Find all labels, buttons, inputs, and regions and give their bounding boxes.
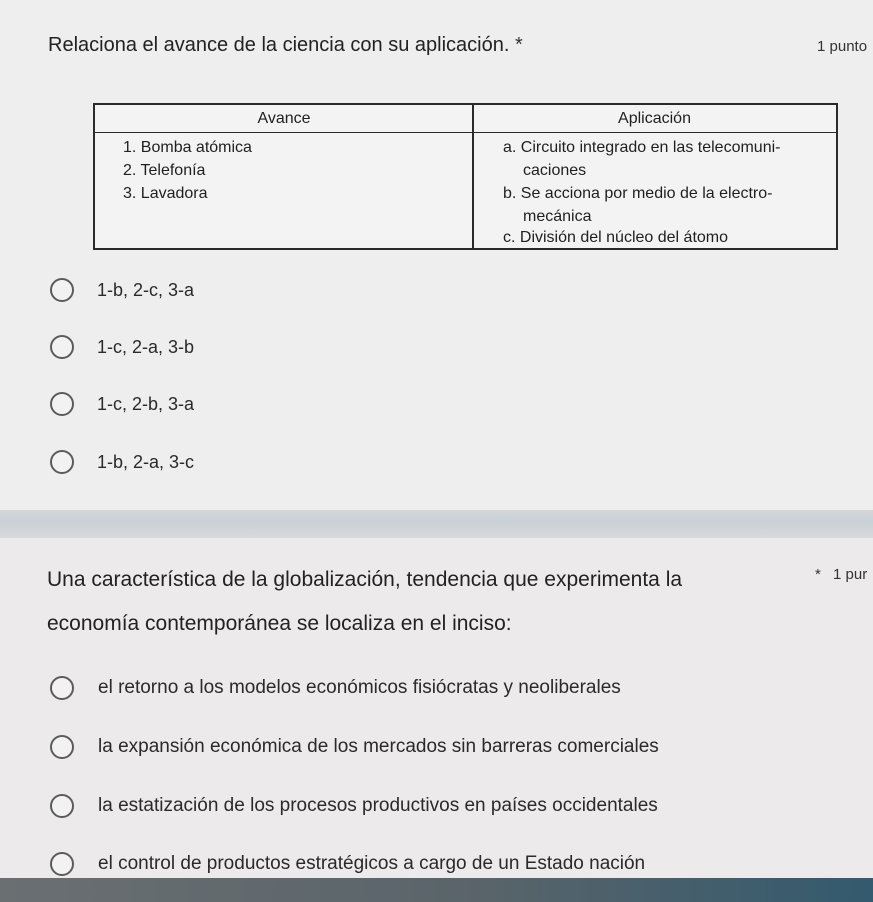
q1-option-label: 1-b, 2-c, 3-a <box>97 279 195 300</box>
q1-option-label: 1-c, 2-b, 3-a <box>97 393 195 414</box>
table-header-avance: Avance <box>95 105 473 133</box>
radio-button[interactable] <box>50 450 74 474</box>
q2-option-2[interactable] <box>50 735 659 759</box>
question-1-text: Relaciona el avance de la ciencia con su aplicación. <box>48 34 510 56</box>
table-right-item: c. División del núcleo del átomo <box>503 229 729 246</box>
q1-option-4[interactable] <box>50 450 194 474</box>
radio-button[interactable] <box>50 852 74 876</box>
table-right-item: mecánica <box>523 208 592 225</box>
q1-option-1[interactable] <box>50 278 194 302</box>
radio-button[interactable] <box>50 794 74 818</box>
required-asterisk: * <box>514 34 523 56</box>
question-2-points <box>815 566 867 583</box>
required-asterisk: * <box>815 566 821 583</box>
radio-button[interactable] <box>50 392 74 416</box>
q2-option-label: la expansión económica de los mercados sin barreras comerciales <box>98 736 659 757</box>
question-1-points: 1 punto <box>817 38 868 55</box>
q1-option-2[interactable] <box>50 335 194 359</box>
radio-button[interactable] <box>50 278 74 302</box>
question-1-title <box>48 34 523 57</box>
q2-option-label: el retorno a los modelos económicos fisiócratas y neoliberales <box>98 677 621 698</box>
table-left-item: 2. Telefonía <box>123 162 206 179</box>
q1-option-3[interactable] <box>50 392 194 416</box>
radio-button[interactable] <box>50 735 74 759</box>
question-card-2 <box>0 538 873 902</box>
table-column-divider <box>472 105 474 248</box>
radio-button[interactable] <box>50 335 74 359</box>
radio-button[interactable] <box>50 676 74 700</box>
card-separator <box>0 510 873 538</box>
q2-option-3[interactable] <box>50 794 658 818</box>
q2-option-label: el control de productos estratégicos a cargo de un Estado nación <box>98 853 646 874</box>
table-left-item: 3. Lavadora <box>123 185 208 202</box>
q1-option-label: 1-c, 2-a, 3-b <box>97 336 195 357</box>
q2-option-label: la estatización de los procesos productivos en países occidentales <box>98 795 658 816</box>
bottom-edge-bar <box>0 878 873 902</box>
table-left-item: 1. Bomba atómica <box>123 139 252 156</box>
table-right-item: caciones <box>523 162 587 179</box>
table-right-item: a. Circuito integrado en las telecomuni- <box>503 139 781 156</box>
q2-option-1[interactable] <box>50 676 621 700</box>
q2-option-4[interactable] <box>50 852 645 876</box>
question-2-points-text: 1 pur <box>833 566 868 583</box>
matching-table <box>93 103 838 250</box>
q1-option-label: 1-b, 2-a, 3-c <box>97 451 195 472</box>
table-right-item: b. Se acciona por medio de la electro- <box>503 185 773 202</box>
question-2-title-line-2: economía contemporánea se localiza en el inciso: <box>47 612 512 635</box>
table-header-aplicacion: Aplicación <box>473 105 836 133</box>
question-2-title-line-1: Una característica de la globalización, tendencia que experimenta la <box>47 568 683 591</box>
